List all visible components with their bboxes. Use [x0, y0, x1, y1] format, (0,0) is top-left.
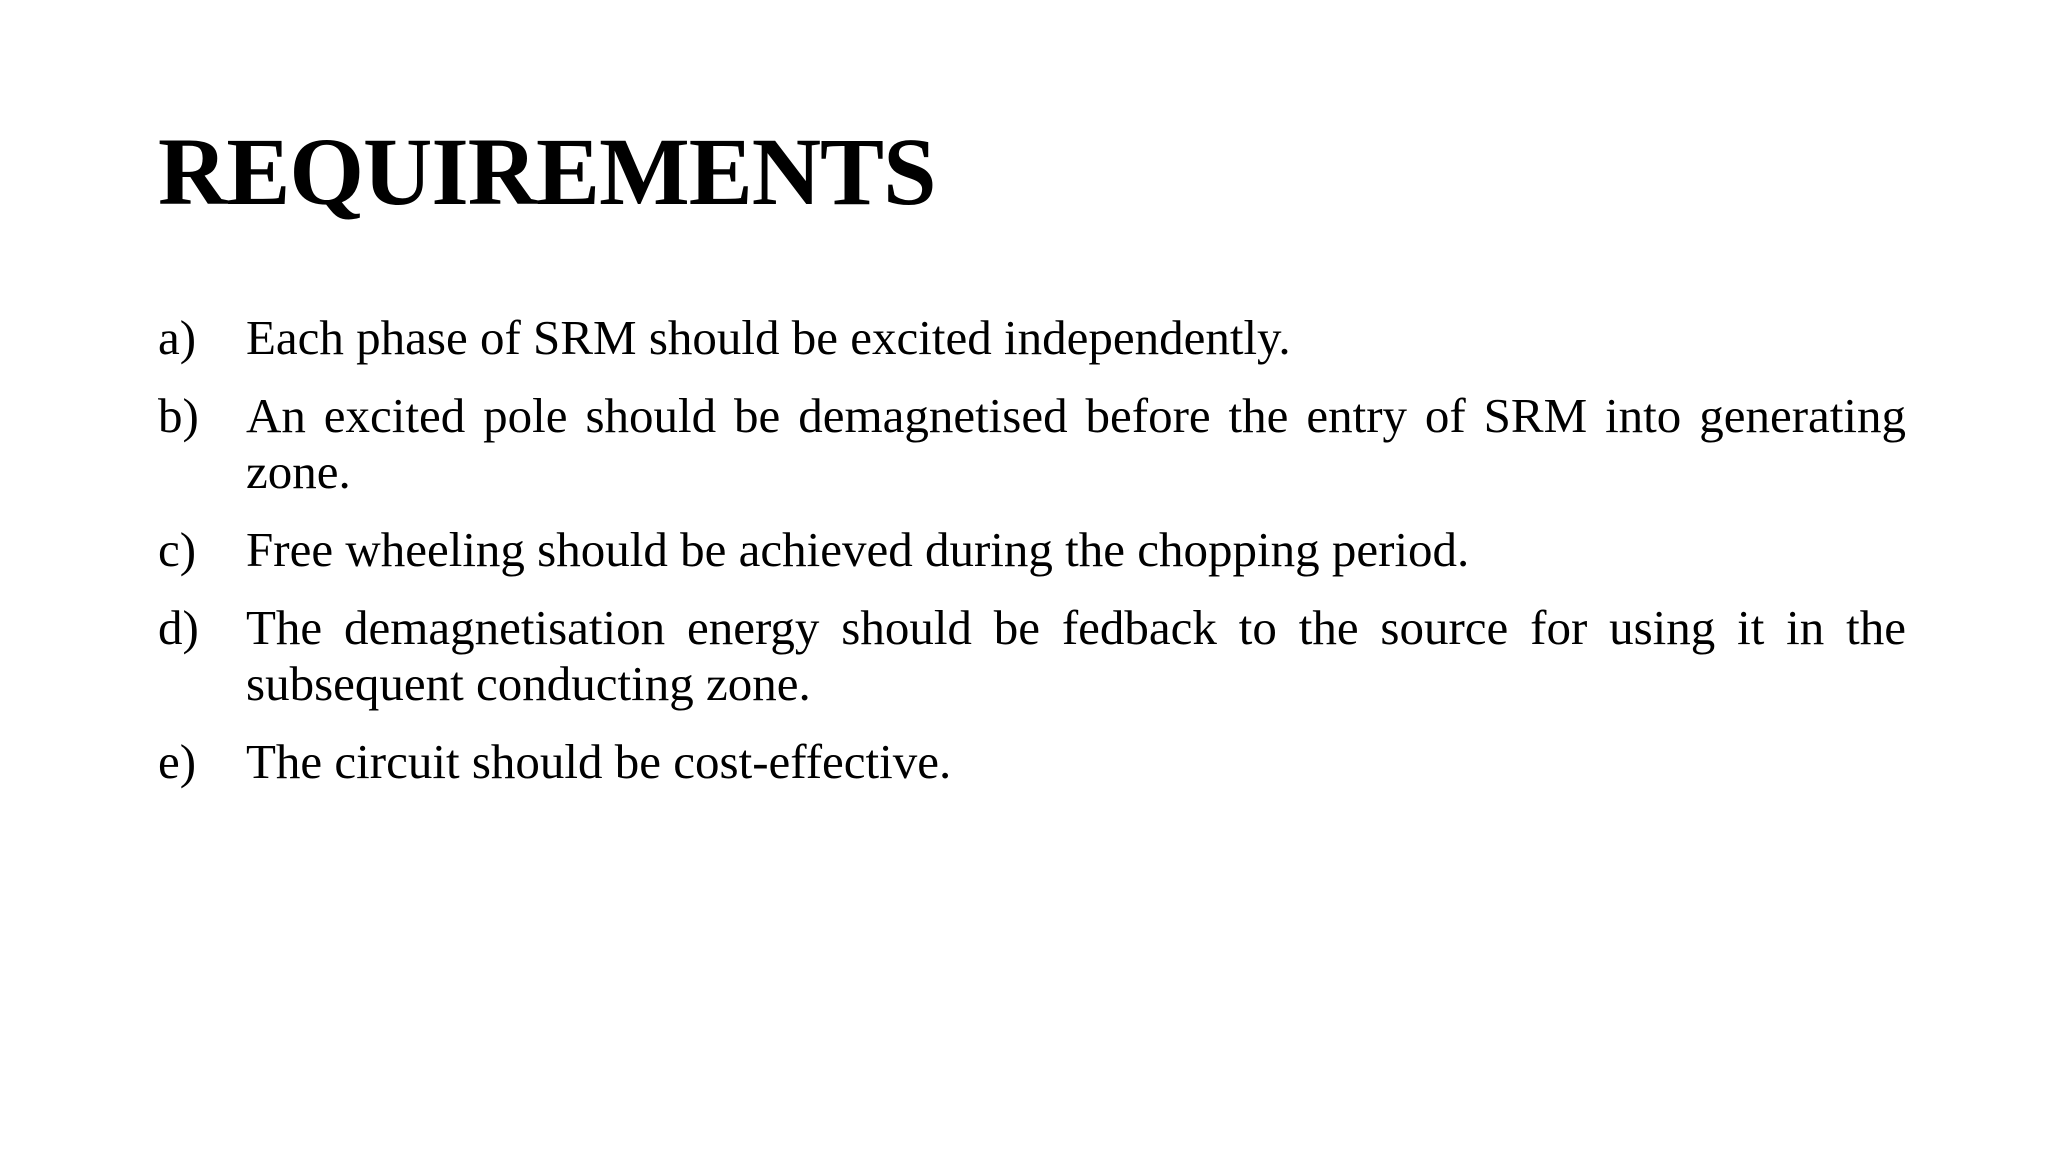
list-item-text: The demagnetisation energy should be fedback to the source for using it in the subsequent conducting zone.	[246, 600, 1906, 711]
list-item	[158, 734, 1906, 790]
list-marker: a)	[158, 310, 197, 365]
requirements-list	[158, 310, 1906, 812]
list-item	[158, 388, 1906, 500]
list-marker: e)	[158, 734, 197, 789]
list-item	[158, 600, 1906, 712]
list-item-text: An excited pole should be demagnetised before the entry of SRM into generating zone.	[246, 388, 1906, 499]
list-marker: d)	[158, 600, 199, 655]
slide-title: REQUIREMENTS	[158, 118, 936, 225]
list-marker: b)	[158, 388, 199, 443]
list-item-text: Each phase of SRM should be excited independently.	[246, 310, 1291, 365]
list-marker: c)	[158, 522, 197, 577]
list-item	[158, 522, 1906, 578]
list-item-text: Free wheeling should be achieved during the chopping period.	[246, 522, 1470, 577]
list-item-text: The circuit should be cost-effective.	[246, 734, 952, 789]
list-item	[158, 310, 1906, 366]
